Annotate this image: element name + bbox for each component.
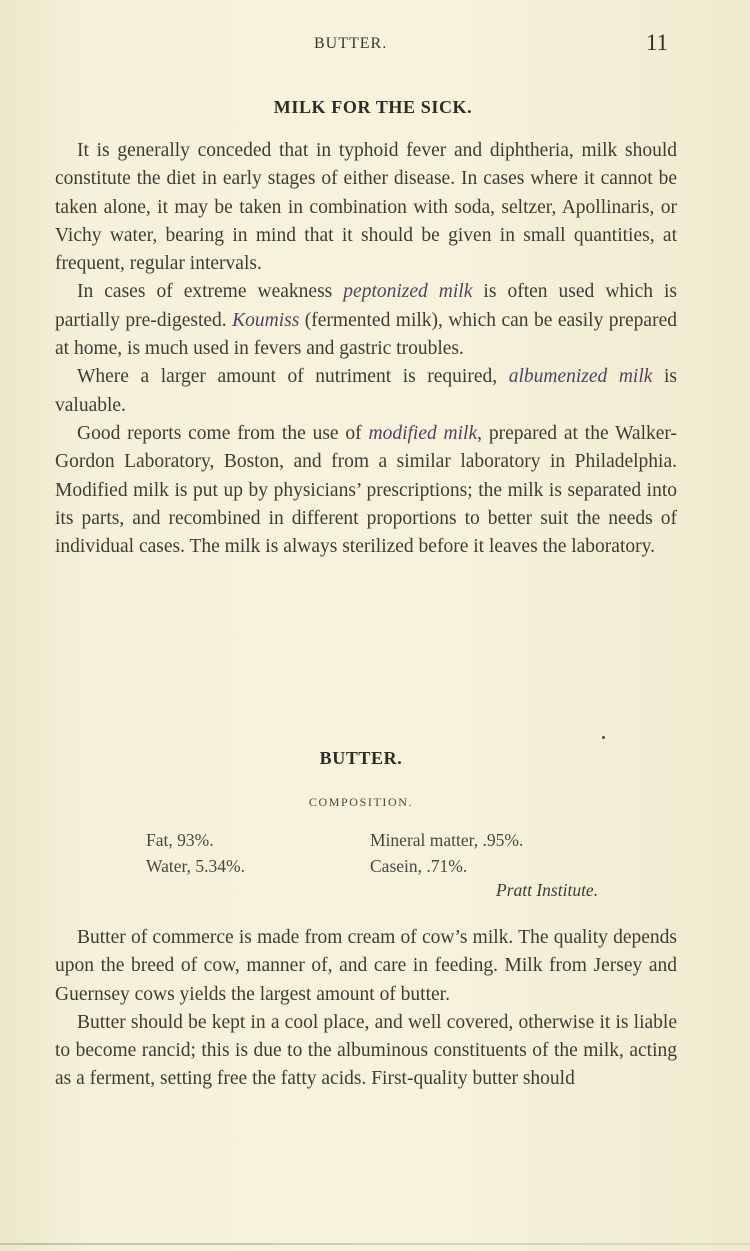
running-title: BUTTER. bbox=[314, 35, 388, 52]
paragraph-butter-1: Butter of commerce is made from cream of cow’s milk. The quality depends upon the breed of cow, manner of, and care in feeding. Milk from Jersey and Guernsey cows yields the largest amount of butter. bbox=[55, 927, 677, 1005]
italic-term-koumiss: Koumiss bbox=[232, 309, 300, 331]
page-bottom-edge bbox=[0, 1243, 750, 1245]
paragraph-milk-1: It is generally conceded that in typhoid fever and diphtheria, milk should constitute the diet in early stages of either disease. In cases where it cannot be taken alone, it may be taken in combination with soda, seltzer, Apollinaris, or Vichy water, bearing in mind that it should be given in small quantities, at frequent, regular intervals. bbox=[55, 140, 677, 275]
section-title-butter: BUTTER. bbox=[319, 748, 403, 768]
butter-section-body bbox=[55, 924, 677, 1094]
text-run: Where a larger amount of nutriment is required, bbox=[77, 366, 509, 388]
italic-term-modified-milk: modified milk bbox=[368, 422, 478, 444]
milk-section-body bbox=[55, 137, 677, 561]
composition-mineral-matter: Mineral matter, .95%. bbox=[370, 830, 524, 850]
italic-term-peptonized-milk: peptonized milk bbox=[343, 281, 473, 303]
print-speck bbox=[602, 736, 605, 739]
text-run: , prepared at the Walker-Gordon Laboratory, Boston, and from a similar laboratory in Philadelphia. Modified milk is put up by physicians’ prescriptions; the milk is separated into its parts, and recombined in different proportions to better suit the needs of individual cases. The milk is always sterilized before it leaves the laboratory. bbox=[55, 422, 677, 558]
text-run: (fermented milk), which can be easily prepared at home, is much used in fevers and gastric troubles. bbox=[55, 309, 677, 360]
text-run: In cases of extreme weakness bbox=[77, 281, 344, 303]
italic-term-albumenized-milk: albumenized milk bbox=[508, 366, 653, 388]
paragraph-butter-2: Butter should be kept in a cool place, and well covered, otherwise it is liable to become rancid; this is due to the albuminous constituents of the milk, acting as a ferment, setting free the fatty acids. First-quality butter should bbox=[55, 1011, 677, 1090]
composition-table bbox=[146, 830, 646, 910]
text-run: is often used which is partially pre-digested. bbox=[55, 281, 678, 331]
text-run: is valuable. bbox=[55, 366, 677, 416]
composition-fat: Fat, 93%. bbox=[146, 830, 214, 850]
paragraph-milk-3 bbox=[55, 363, 677, 420]
section-title-milk-for-the-sick: MILK FOR THE SICK. bbox=[273, 97, 473, 117]
composition-heading: COMPOSITION. bbox=[308, 795, 414, 809]
composition-casein: Casein, .71%. bbox=[370, 856, 468, 876]
running-head bbox=[0, 30, 750, 57]
text-run: Good reports come from the use of bbox=[77, 422, 369, 444]
page-number: 11 bbox=[646, 30, 669, 55]
composition-source: Pratt Institute. bbox=[496, 880, 599, 900]
paragraph-milk-2 bbox=[55, 278, 677, 363]
paragraph-milk-4 bbox=[55, 420, 677, 561]
composition-water: Water, 5.34%. bbox=[146, 856, 245, 876]
